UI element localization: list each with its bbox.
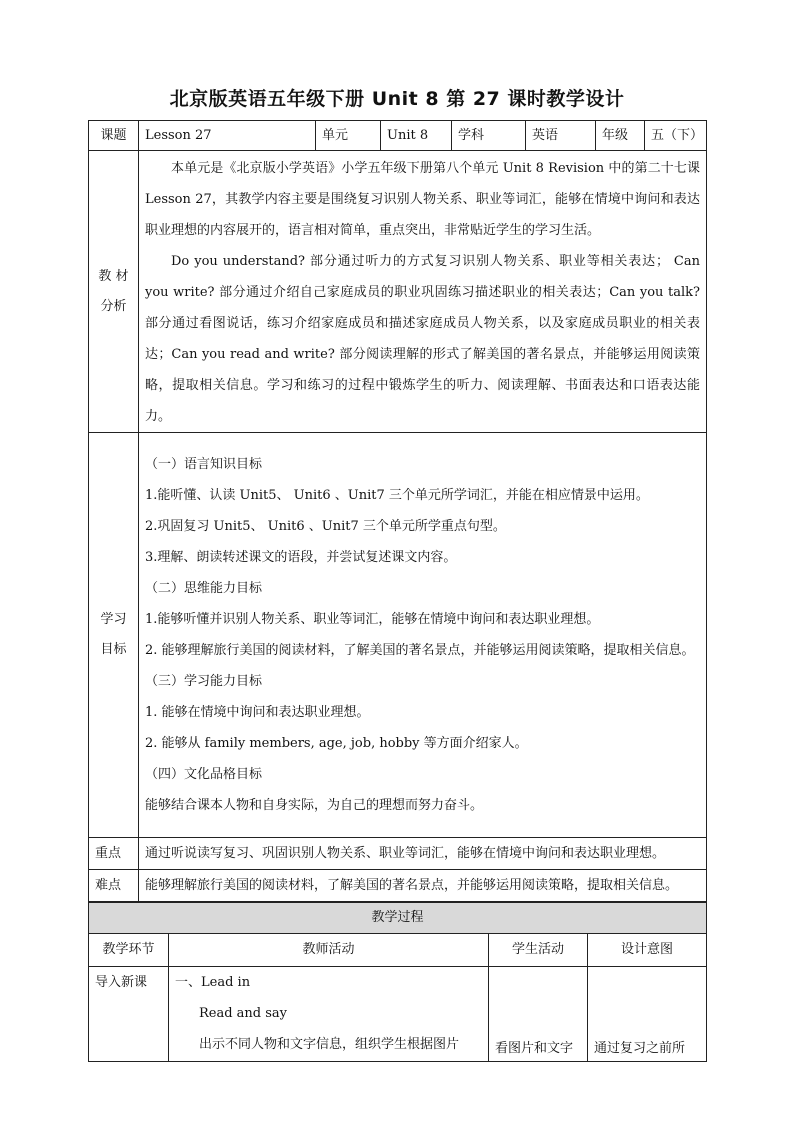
design-intent-text: 通过复习之前所 — [594, 1041, 686, 1057]
stage-text: 导入新课 — [95, 975, 148, 990]
topic-label: 课题 — [89, 121, 139, 151]
material-label-line2: 分析 — [100, 298, 127, 314]
material-row — [89, 151, 707, 433]
objective-heading-2: （二）思维能力目标 — [145, 581, 263, 596]
objective-item: 3.理解、朗读转述课文的语段，并尝试复述课文内容。 — [145, 550, 457, 565]
material-content — [139, 151, 707, 433]
subject-label: 学科 — [452, 121, 526, 151]
info-row — [89, 121, 707, 151]
difficulty-row — [89, 870, 707, 902]
teacher-activity-line: 出示不同人物和文字信息，组织学生根据图片 — [199, 1037, 460, 1052]
teacher-activity-cell — [169, 967, 489, 1062]
key-point-label: 重点 — [89, 838, 139, 870]
column-header-intent: 设计意图 — [588, 934, 707, 967]
objective-heading-1: （一）语言知识目标 — [145, 457, 263, 472]
key-point-row — [89, 838, 707, 870]
material-paragraph-1: 本单元是《北京版小学英语》小学五年级下册第八个单元 Unit 8 Revision 中的第二十七课 Lesson 27，其教学内容主要是围绕复习识别人物关系、职业等词汇，能够在情境中询问和表达职业理想的内容展开的，语言相对简单，重点突出，非常贴近学生的学习生活。 — [145, 161, 700, 238]
objectives-label — [89, 433, 139, 838]
subject-value: 英语 — [526, 121, 596, 151]
objective-item: 2. 能够理解旅行美国的阅读材料，了解美国的著名景点，并能够运用阅读策略，提取相关信息。 — [145, 643, 695, 658]
topic-value: Lesson 27 — [139, 121, 316, 151]
column-header-teacher: 教师活动 — [169, 934, 489, 967]
objective-item: 1. 能够在情境中询问和表达职业理想。 — [145, 705, 370, 720]
column-header-stage: 教学环节 — [89, 934, 169, 967]
objectives-label-line1: 学习 — [100, 612, 127, 627]
objective-heading-4: （四）文化品格目标 — [145, 767, 263, 782]
objectives-row — [89, 433, 707, 838]
material-label-line1: 教 材 — [98, 268, 129, 284]
process-heading: 教学过程 — [89, 903, 707, 934]
student-activity-cell — [489, 967, 588, 1062]
objective-item: 能够结合课本人物和自身实际，为自己的理想而努力奋斗。 — [145, 798, 484, 813]
objective-heading-3: （三）学习能力目标 — [145, 674, 263, 689]
page-title: 北京版英语五年级下册 Unit 8 第 27 课时教学设计 — [169, 88, 625, 110]
process-row — [89, 967, 707, 1062]
unit-value: Unit 8 — [381, 121, 452, 151]
objective-item: 1.能听懂、认读 Unit5、 Unit6 、Unit7 三个单元所学词汇，并能在相应情景中运用。 — [145, 488, 649, 503]
grade-value: 五（下） — [645, 121, 707, 151]
teacher-activity-line: Read and say — [199, 1006, 288, 1021]
unit-label: 单元 — [316, 121, 381, 151]
material-paragraph-2: Do you understand? 部分通过听力的方式复习识别人物关系、职业等相关表达； Can you write? 部分通过介绍自己家庭成员的职业巩固练习描述职业的相关表达；Can you talk? 部分通过看图说话，练习介绍家庭成员和描述家庭成员人物关系，以及家庭成员职业的相关表达；Can you read and write? 部分阅读理解的形式了解美国的著名景点，并能够运用阅读策略，提取相关信息。学习和练习的过程中锻炼学生的听力、阅读理解、书面表达和口语表达能力。 — [145, 254, 700, 424]
process-table — [88, 902, 707, 1062]
column-header-student: 学生活动 — [489, 934, 588, 967]
grade-label: 年级 — [596, 121, 645, 151]
objectives-content — [139, 433, 707, 838]
objective-item: 2. 能够从 family members, age, job, hobby 等方面介绍家人。 — [145, 736, 528, 751]
stage-cell — [89, 967, 169, 1062]
process-column-headers — [89, 934, 707, 967]
difficulty-text: 能够理解旅行美国的阅读材料，了解美国的著名景点，并能够运用阅读策略，提取相关信息。 — [139, 870, 707, 902]
objective-item: 2.巩固复习 Unit5、 Unit6 、Unit7 三个单元所学重点句型。 — [145, 519, 506, 534]
lesson-plan-table — [88, 120, 707, 902]
design-intent-cell — [588, 967, 707, 1062]
objective-item: 1.能够听懂并识别人物关系、职业等词汇，能够在情境中询问和表达职业理想。 — [145, 612, 600, 627]
key-point-text: 通过听说读写复习、巩固识别人物关系、职业等词汇，能够在情境中询问和表达职业理想。 — [139, 838, 707, 870]
difficulty-label: 难点 — [89, 870, 139, 902]
teacher-activity-line: 一、Lead in — [175, 975, 251, 990]
material-label — [89, 151, 139, 433]
objectives-label-line2: 目标 — [100, 642, 127, 657]
student-activity-text: 看图片和文字 — [495, 1041, 574, 1057]
